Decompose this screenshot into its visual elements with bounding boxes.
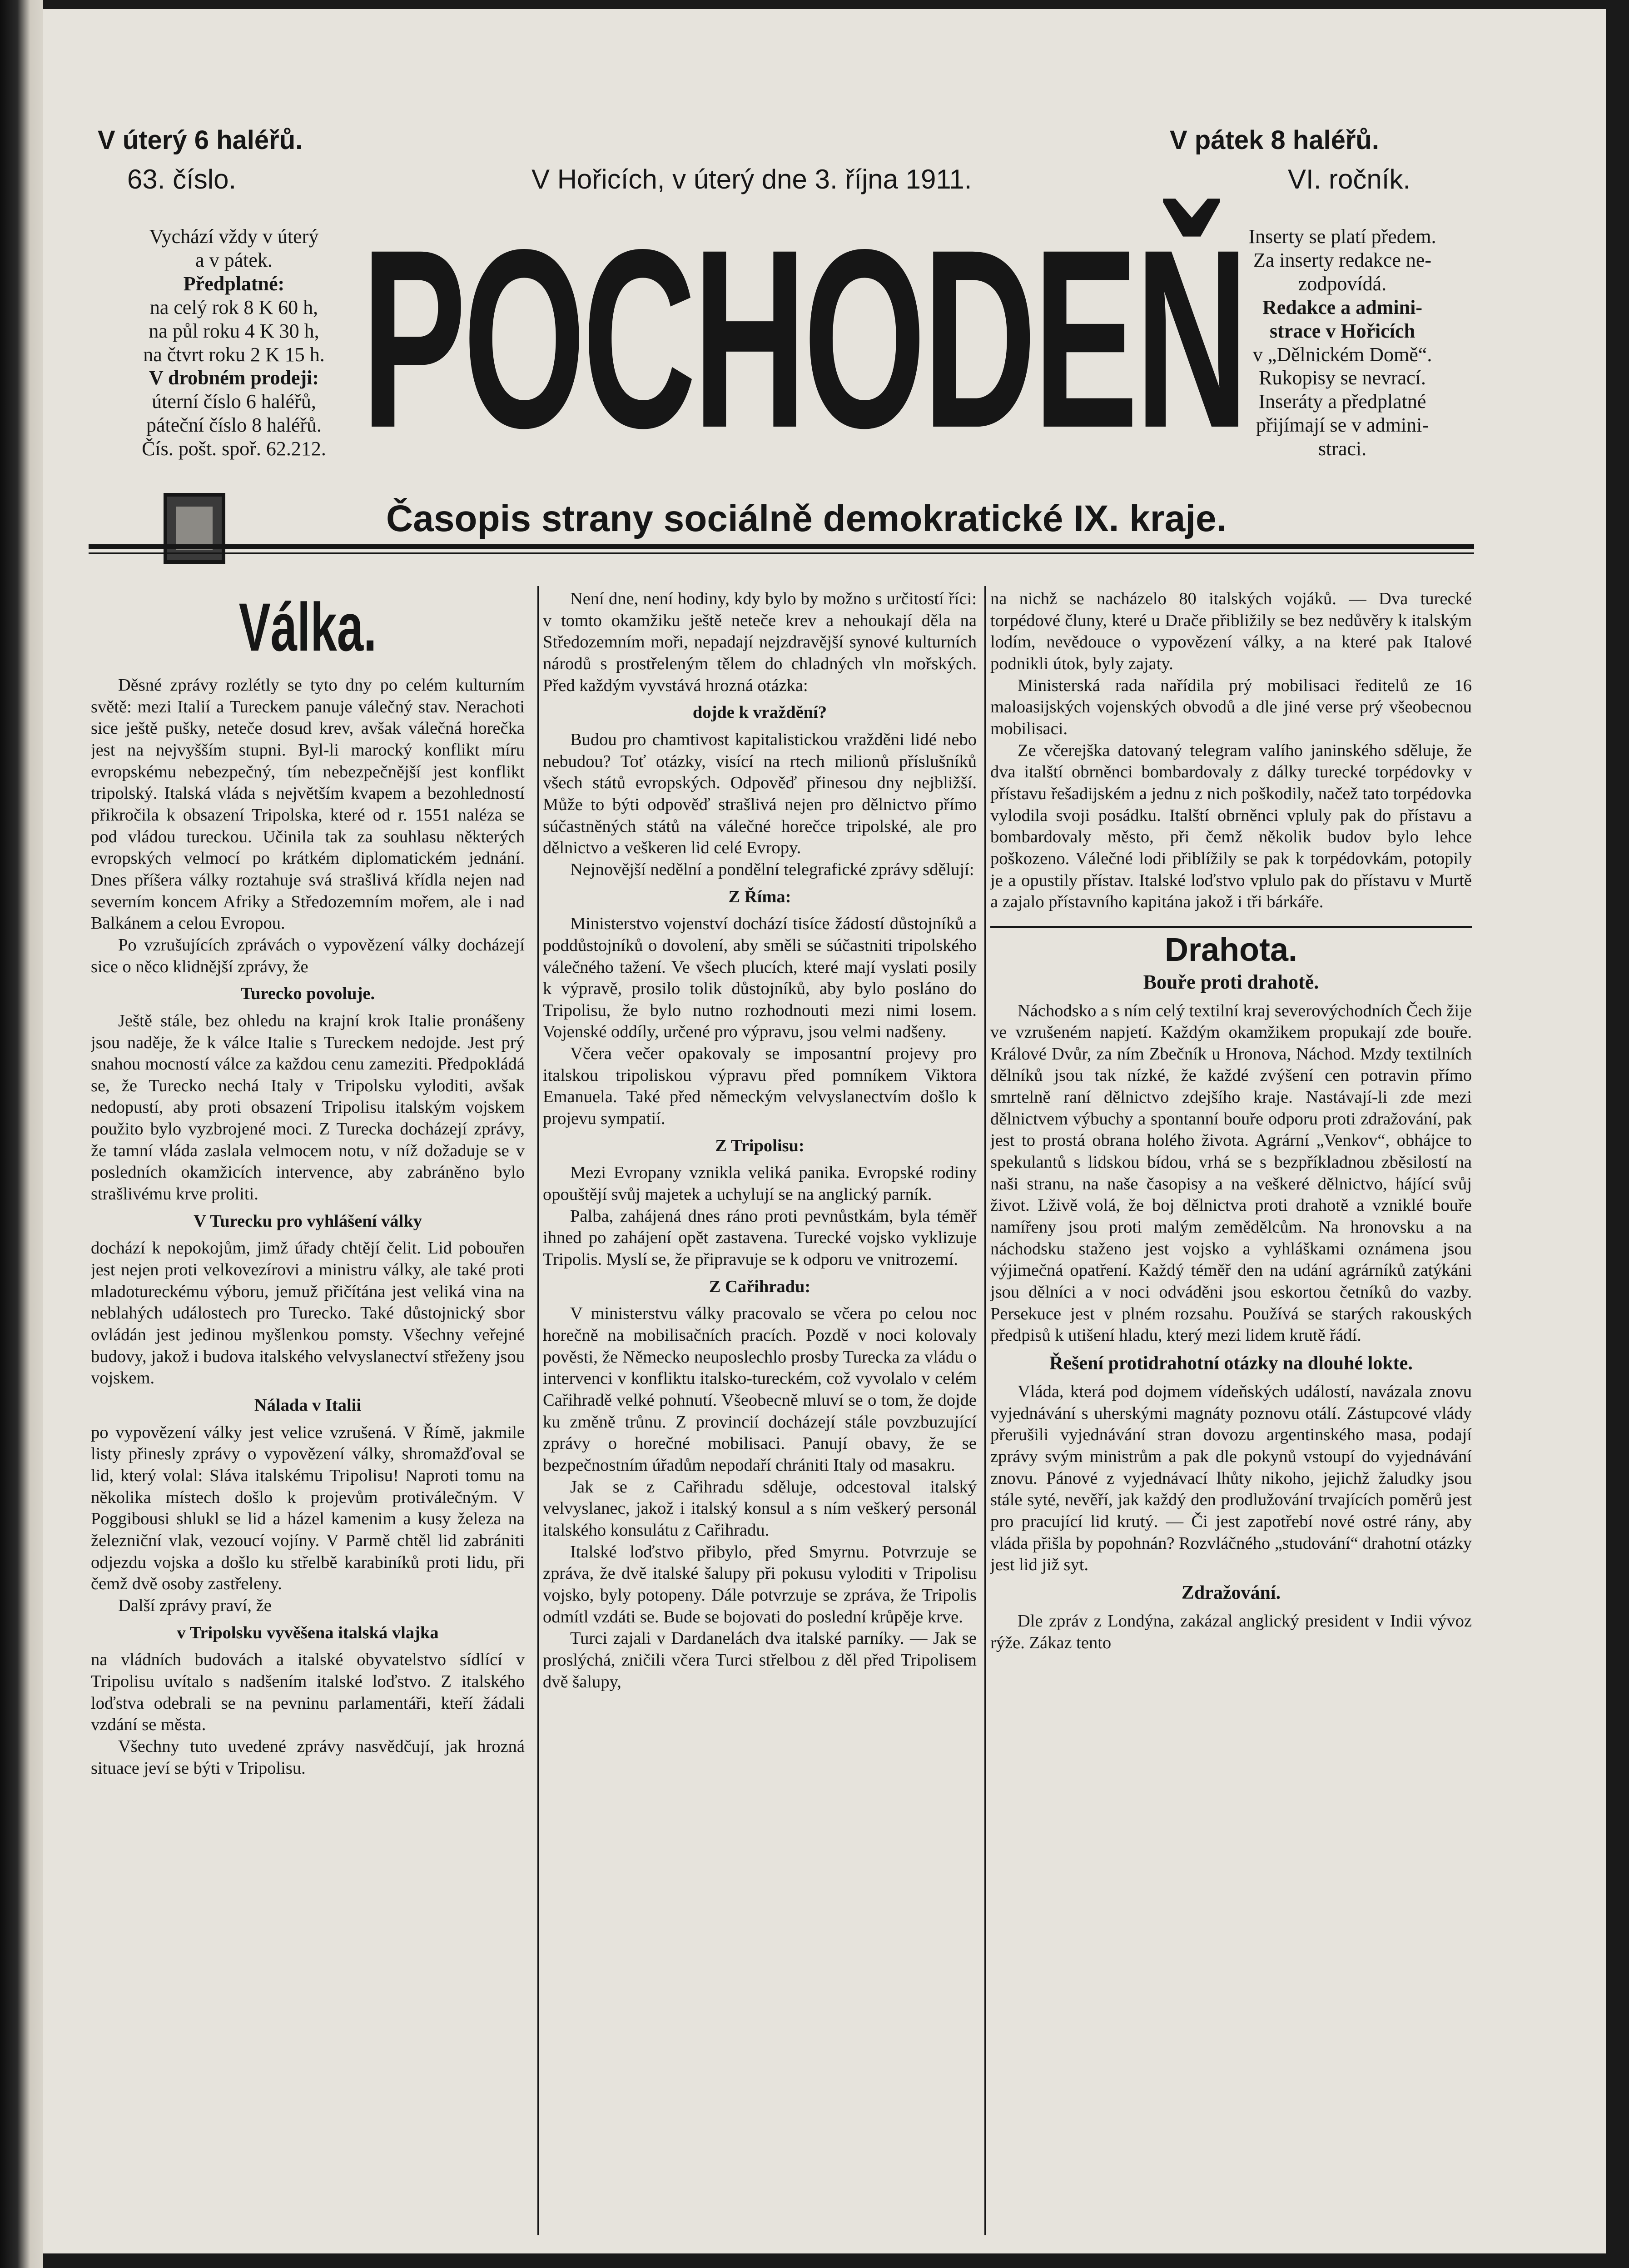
paragraph: Mezi Evropany vznikla veliká panika. Evropské rodiny opouštějí svůj majetek a uchylují se na anglický parník. xyxy=(543,1163,977,1204)
price-friday: V pátek 8 haléřů. xyxy=(1170,125,1379,155)
paragraph: Budou pro chamtivost kapitalistickou vražděni lidé nebo nebudou? Toť otázky, visící na rtech milionů příslušníků všech států evropských. Odpověď přinesou dny nejbližší. Může to býti odpověď strašlivá nejen pro dělnictvo přímo súčastněných států na válečné horečce tripolské, ale pro dělnictvo a veškeren lid celé Evropy. xyxy=(543,730,977,858)
info-line: Redakce a admini- xyxy=(1262,296,1422,318)
subheading: Turecko povoluje. xyxy=(240,984,375,1004)
column-divider xyxy=(984,586,986,2235)
paragraph: Další zprávy praví, že xyxy=(118,1596,272,1615)
subheading: Zdražování. xyxy=(1181,1582,1281,1603)
paragraph: po vypovězení války jest velice vzrušená. V Římě, jakmile listy přinesly zprávy o vypovězení války, shromažďoval se lid, který volal: Sláva italskému Tripolisu! Naproti tomu na několika místech došlo k projevům protiválečným. V Poggibousi shlukl se lid a házel kamenim a kusy železa na železniční vlak, vezoucí vojíny. V Parmě chtěl lid zabrániti odjezdu vojska a došlo ku střelbě karabiníků proti lidu, při čemž dvě osoby zastřeleny. xyxy=(91,1422,525,1594)
paragraph: Ministerská rada nařídila prý mobilisaci ředitelů ze 16 maloasijských vojenských obvodů a dle jiné verse prý všeobecnou mobilisaci. xyxy=(990,676,1472,738)
info-line: Vychází vždy v úterý xyxy=(149,225,319,248)
paragraph: dochází k nepokojům, jimž úřady chtějí čelit. Lid pobouřen jest nejen proti velkovezírovi a ministru války, ale také proti mladotureckému výboru, jemuž přičítána jest veliká vina na neblahých událostech pro Turecko. Také důstojnický sbor ovládán jest jedinou myšlenkou pomsty. Všechny veřejné budovy, jakož i budova italského velvyslanectví střeženy jsou vojskem. xyxy=(91,1238,525,1388)
newspaper-page xyxy=(43,9,1606,2253)
info-line: V drobném prodeji: xyxy=(149,367,319,389)
paragraph: V ministerstvu války pracovalo se včera po celou noc horečně na mobilisačních pracích. Pozdě v noci kolovaly pověsti, že Německo neuposlechlo prosby Turecka za vládu o intervenci v konfliktu italsko-tureckém, což vyvolalo v celém Cařihradě velké pohnutí. Všeobecně mluví se o tom, že dojde ku změně trůnu. Z provincií docházejí stále povzbuzující zprávy o horečné mobilisaci. Panují obavy, že se bezpečnostním úřadům nepodaří chrániti Italy od masakru. xyxy=(543,1304,977,1475)
info-line: páteční číslo 8 haléřů. xyxy=(146,414,322,437)
paragraph: Není dne, není hodiny, kdy bylo by možno s určitostí říci: v tomto okamžiku ještě neteče krev a nehoukají děla na Středozemním moři, nepadají nejzdravější synové kulturních národů s prostřeleným tělem do chladných vln mořských. Před každým vyvstává hrozná otázka: xyxy=(543,589,977,695)
article-headline: Válka. xyxy=(238,593,377,665)
subscription-info xyxy=(89,225,379,461)
column-divider xyxy=(537,586,539,2235)
column-1 xyxy=(91,593,525,2228)
subheading: Bouře proti drahotě. xyxy=(1143,971,1319,994)
paragraph: Všechny tuto uvedené zprávy nasvědčují, jak hrozná situace jeví se býti v Tripolisu. xyxy=(91,1736,525,1778)
subheading: v Tripolsku vyvěšena italská vlajka xyxy=(177,1623,439,1642)
paragraph: Ještě stále, bez ohledu na krajní krok Italie pronášeny jsou naděje, že k válce Italie s Tureckem nedojde. Jest prý snahou mocností válce za každou cenu zameziti. Předpokládá se, že Turecko nechá Italy v Tripolsku vyloditi, avšak nedopustí, aby proti obsazení Tripolisu italským vojskem použito bylo vyzbrojené moci. Z Turecka docházejí zprávy, že tamní vláda zaslala velmocem notu, v níž dožaduje se v posledních okamžicích intervence, aby zabráněno bylo strašlivému krve proliti. xyxy=(91,1011,525,1204)
paragraph: Palba, zahájená dnes ráno proti pevnůstkám, byla téměř ihned po zahájení opět zastavena. Turecké vojsko vyklizuje Tripolis. Myslí se, že připravuje se k odporu ve vnitrozemí. xyxy=(543,1206,977,1269)
info-line: v „Dělnickém Domě“. xyxy=(1252,343,1432,366)
info-line: přijímají se v admini- xyxy=(1256,414,1429,437)
info-line: a v pátek. xyxy=(195,249,273,271)
info-line: zodpovídá. xyxy=(1298,272,1387,295)
paragraph: Náchodsko a s ním celý textilní kraj severovýchodních Čech žije ve vzrušeném napjetí. Každým okamžikem propukají zde bouře. Králové Dvůr, za ním Zbečník u Hronova, Náchod. Mzdy textilních dělníků jsou tak nízké, že každé zvýšení cen potravin přímo smrtelně raní dělnictvo zdejšího kraje. Nastávají-li zde mezi dělnictvem výbuchy a spontanní bouře odporu proti zdražování, pak jest to prostá obrana holého života. Agrární „Venkov“, obhájce to spekulantů s lidskou bídou, vrhá se s bezpříkladnou zběsilostí na naši stranu, na naše časopisy a na veškeré dělnictvo, hájící svůj život. Lživě volá, že boj dělnictva proti drahotě a vzniklé bouře namířeny jsou proti malým zemědělcům. Na hronovsku a na náchodsku staženo jest vojsko a vyhláškami oznámena jsou výjimečná opatření. Každý téměř den na udání agrárníků zatýkáni jsou dělníci a v noci odváděni jsou eskortou četníků do vazby. Persekuce jest v plném rozsahu. Používá se starých rakouských předpisů k utišení hladu, který mezi lidem krutě řádí. xyxy=(990,1001,1472,1345)
paragraph: Vláda, která pod dojmem vídeňských událostí, navázala znovu vyjednávání s uherskými magnáty poznovu otálí. Zástupcové vlády přerušili vyjednávání stran dovozu argentinského masa, podají zprávy svým ministrům a pak dle pokynů vstoupí do vyjednávání znovu. Pánové z vyjednávací lhůty nikoho, jejichž žaludky jsou stále syté, nevěří, jak každý den prodlužování trvajících poměrů jest pro pracující lid krutý. — Či jest zapotřebí nové ostré rány, aby vláda přišla by popohnán? Rozvláčného „studování“ drahotní otázky jest lid již syt. xyxy=(990,1382,1472,1575)
paragraph: Italské loďstvo přibylo, před Smyrnu. Potvrzuje se zpráva, že dvě italské šalupy při pokusu vyloditi v Tripolisu vojsko, byly potopeny. Dále potvrzuje se zpráva, že Tripolis odmítl vzdáti se. Bude se bojovati do poslední krůpěje krve. xyxy=(543,1542,977,1626)
section-rule xyxy=(990,926,1472,928)
masthead-subtitle: Časopis strany sociálně demokratické IX. kraje. xyxy=(386,498,1227,539)
info-line: Inseráty a předplatné xyxy=(1258,390,1426,413)
subheading: dojde k vraždění? xyxy=(692,703,827,722)
info-line: Inserty se platí předem. xyxy=(1248,225,1436,248)
paragraph: na vládních budovách a italské obyvatelstvo sídlící v Tripolisu uvítalo s nadšením italské loďstvo. Z italského loďstva odebrali se na pevninu parlamentáři, kteří žádali vzdání se města. xyxy=(91,1650,525,1735)
info-line: na půl roku 4 K 30 h, xyxy=(149,319,319,342)
info-line: Předplatné: xyxy=(183,272,285,295)
paragraph: Nejnovější nedělní a pondělní telegrafické zprávy sdělují: xyxy=(570,860,974,879)
issue-number: 63. číslo. xyxy=(127,164,237,194)
binding-gutter xyxy=(0,0,43,2268)
subheading: Z Cařihradu: xyxy=(709,1277,811,1296)
info-line: strace v Hořicích xyxy=(1269,319,1415,342)
paragraph: Dle zpráv z Londýna, zakázal anglický president v Indii vývoz rýže. Zákaz tento xyxy=(990,1611,1472,1652)
section-headline: Drahota. xyxy=(1164,931,1298,968)
paragraph: Děsné zprávy rozlétly se tyto dny po celém kulturním světě: mezi Italií a Tureckem panuje válečný stav. Nerachoti sice ještě pušky, neteče dosud krev, avšak válečná horečka jest na nejvyšším stupni. Byl-li marocký konflikt míru evropskému nebezpečný, tím nebezpečnější jest konflikt tripolský. Italská vláda s největším kvapem a bezohledností přikročila k obsazení Tripolska, které od r. 1551 naléza se pod vládou tureckou. Učinila tak za souhlasu některých evropských velmocí po krátkém diplomatickém jednání. Dnes příšera války roztahuje svá strašlivá křídla nejen nad severním koncem Afriky a Středozemním mořem, ale i nad Balkánem a celou Evropou. xyxy=(91,676,525,933)
masthead-title: POCHODEŇ xyxy=(361,196,1246,481)
paragraph: Včera večer opakovaly se imposantní projevy pro italskou tripoliskou výpravu před pomníkem Viktora Emanuela. Také před německým velvyslanectvím došlo k projevu sympatií. xyxy=(543,1044,977,1129)
column-3 xyxy=(990,588,1472,2228)
editorial-info xyxy=(1206,225,1479,461)
subheading: V Turecku pro vyhlášení války xyxy=(194,1211,422,1231)
paragraph: Turci zajali v Dardanelách dva italské parníky. — Jak se proslýchá, zničili včera Turci střelbou z děl před Tripolisem dvě šalupy, xyxy=(543,1629,977,1691)
info-line: Čís. pošt. spoř. 62.212. xyxy=(142,438,326,460)
info-line: Za inserty redakce ne- xyxy=(1253,249,1432,271)
column-2 xyxy=(543,588,977,2228)
subheading: Z Říma: xyxy=(728,887,791,906)
paragraph: Jak se z Cařihradu sděluje, odcestoval italský velvyslanec, jakož i italský konsul a s ním veškerý personál italského konsulátu z Cařihradu. xyxy=(543,1477,977,1540)
paragraph: Ministerstvo vojenství dochází tisíce žádostí důstojníků a poddůstojníků o dovolení, aby směli se súčastniti tripolského válečného tažení. Ve všech plucích, které mají vyslati posily k výpravě, prosilo tolik důstojníků, aby bylo posláno do Tripolisu, že bylo nutno rozhodnouti mezi nimi losem. Vojenské oddíly, určené pro výpravu, jsou velmi nadšeny. xyxy=(543,914,977,1042)
subheading: Z Tripolisu: xyxy=(715,1136,805,1155)
subheading: Řešení protidrahotní otázky na dlouhé lokte. xyxy=(1049,1353,1413,1374)
info-line: Rukopisy se nevrací. xyxy=(1259,367,1426,389)
paragraph: Ze včerejška datovaný telegram valího janinského sděluje, že dva italští obrněnci bombardovaly z dálky turecké torpédovky v přístavu řešadijském a jednu z nich poškodily, načež tato torpédovka vylodila svoji posádku. Italští obrněnci vpluly pak do přístavu a bombardovaly město, při čemž několik budov bylo lehce poškozeno. Válečné lodi přiblížily se pak k torpédovkám, potopily je a opustily přístav. Italské loďstvo vplulo pak do přístavu v Murtě a zajalo přístavního kapitána jakož i tři bárkáře. xyxy=(990,741,1472,912)
info-line: na čtvrt roku 2 K 15 h. xyxy=(143,343,325,366)
paragraph: na nichž se nacházelo 80 italských vojáků. — Dva turecké torpédové čluny, které u Drače přibližily se bez nedůvěry k italským lodím, nevědouce o vypovězení války, a na které pak Italové podnikli útok, byly zajaty. xyxy=(990,589,1472,673)
dateline: V Hořicích, v úterý dne 3. října 1911. xyxy=(531,164,972,194)
info-line: na celý rok 8 K 60 h, xyxy=(149,296,318,318)
info-line: straci. xyxy=(1318,438,1367,460)
masthead-rule xyxy=(89,544,1474,549)
price-tuesday: V úterý 6 haléřů. xyxy=(98,125,303,155)
subheading: Nálada v Italii xyxy=(254,1396,362,1415)
info-line: úterní číslo 6 haléřů, xyxy=(152,390,316,413)
paragraph: Po vzrušujících zprávách o vypovězení války docházejí sice o něco klidnější zprávy, že xyxy=(91,935,525,976)
masthead-rule-thin xyxy=(89,552,1474,554)
volume-number: VI. ročník. xyxy=(1288,164,1411,194)
